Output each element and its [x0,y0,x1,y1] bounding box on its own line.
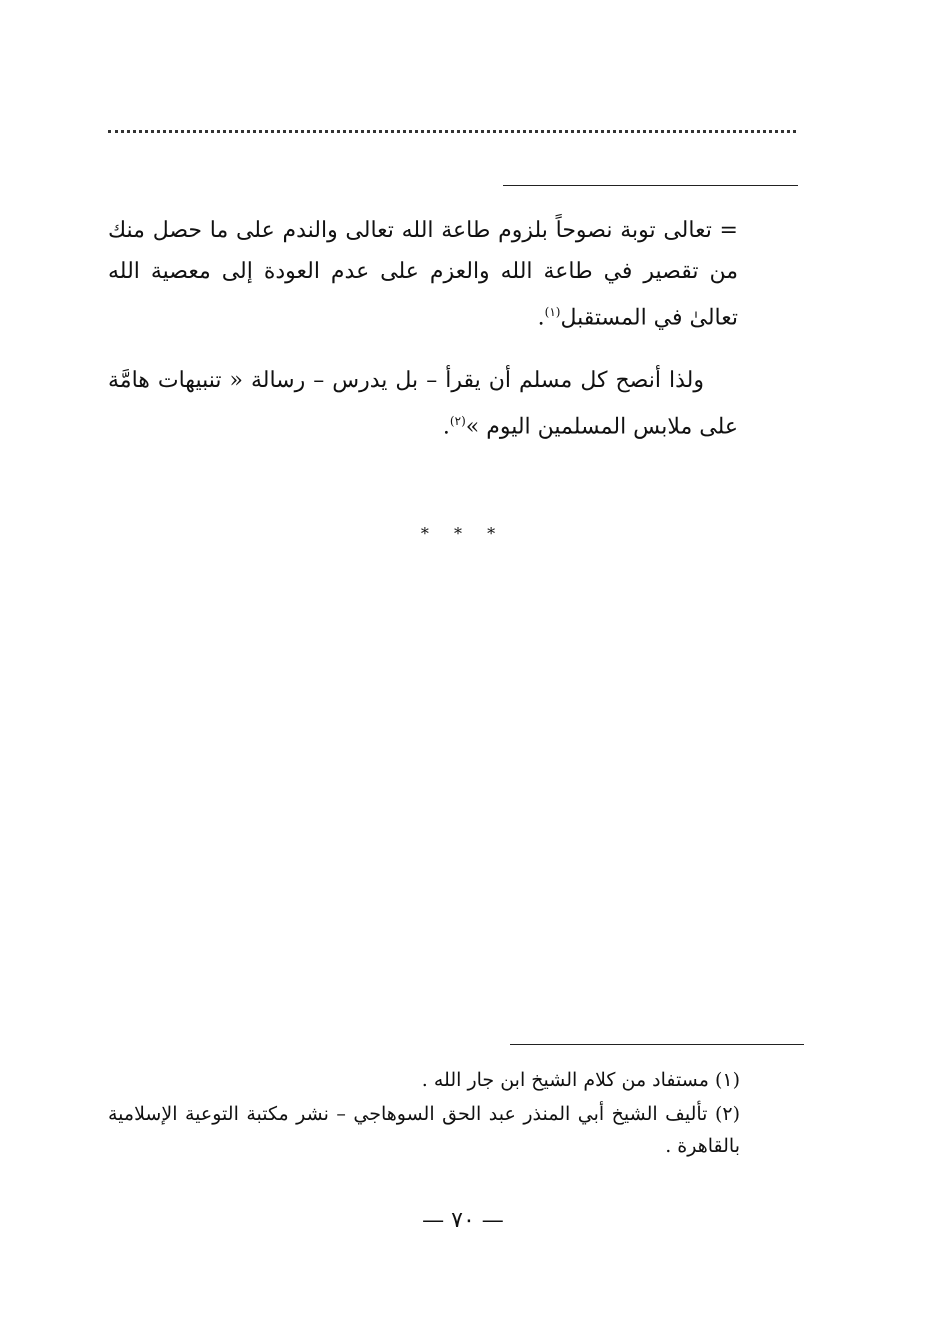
paragraph2-end: . [442,414,450,440]
paragraph2-text: ولذا أنصح كل مسلم أن يقرأ – بل يدرس – رسالة « تنبيهات هامَّة على ملابس المسلمين اليوم » [108,368,738,440]
paragraph-advice [108,360,738,447]
paragraph1-text: = تعالى توبة نصوحاً بلزوم طاعة الله تعالى والندم على ما حصل منك من تقصير في طاعة الله والعزم على عدم العودة إلى معصية الله تعالىٰ في المستقبل [108,218,738,331]
header-dotted-separator [108,118,796,138]
footnote-ref-2: (٢) [449,414,466,428]
footnotes [108,1064,740,1164]
page-number: — ٧٠ — [422,1208,504,1233]
footnote-1: (١) مستفاد من كلام الشيخ ابن جار الله . [421,1069,740,1091]
paragraph1-end: . [537,305,545,331]
footnote-rule [510,1044,804,1045]
top-short-rule [503,185,798,186]
paragraph-continuation [108,210,738,338]
footnote-2: (٢) تأليف الشيخ أبي المنذر عبد الحق السوهاجي – نشر مكتبة التوعية الإسلامية بالقاهرة . [108,1103,740,1157]
footnote-ref-1: (١) [544,305,561,319]
section-break: * * * [420,524,506,543]
